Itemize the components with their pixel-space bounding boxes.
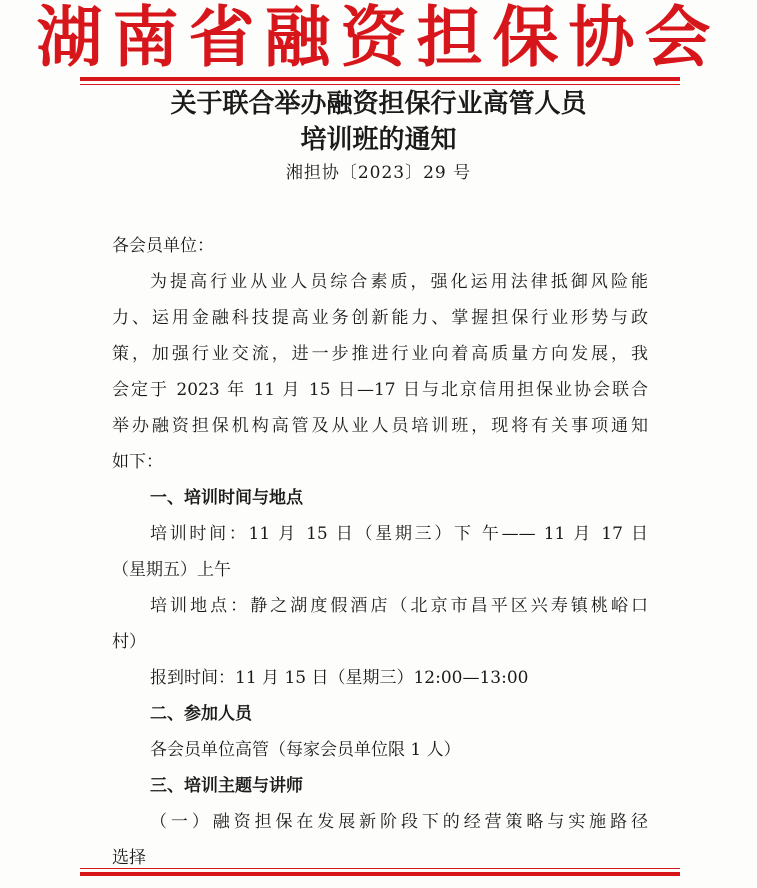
training-time-line1: 培训时间：11 月 15 日（星期三）下 午—— 11 月 17 日 bbox=[150, 524, 648, 544]
masthead-org-name: 湖南省融资担保协会 bbox=[36, 0, 721, 76]
training-time-line2: （星期五）上午 bbox=[112, 560, 231, 580]
footer-rule-thin bbox=[80, 868, 680, 869]
section2-heading: 二、参加人员 bbox=[150, 704, 252, 724]
document-number: 湘担协〔2023〕29 号 bbox=[285, 163, 472, 183]
training-place-line2: 村） bbox=[112, 632, 146, 652]
intro-line: 策，加强行业交流，进一步推进行业向着高质量方向发展，我 bbox=[112, 344, 648, 364]
training-place-line1: 培训地点：静之湖度假酒店（北京市昌平区兴寿镇桃峪口 bbox=[150, 596, 648, 616]
salutation: 各会员单位： bbox=[112, 236, 214, 256]
intro-line: 为提高行业从业人员综合素质，强化运用法律抵御风险能 bbox=[150, 272, 648, 292]
masthead-rule-thick bbox=[80, 77, 680, 81]
checkin-time: 报到时间：11 月 15 日（星期三）12:00—13:00 bbox=[150, 668, 529, 688]
masthead-rule-thin bbox=[80, 84, 680, 85]
topic-item1-line1: （一）融资担保在发展新阶段下的经营策略与实施路径 bbox=[150, 812, 648, 832]
section3-heading: 三、培训主题与讲师 bbox=[150, 776, 303, 796]
topic-item1-line2: 选择 bbox=[112, 848, 146, 868]
notice-title-line1: 关于联合举办融资担保行业高管人员 bbox=[170, 89, 587, 119]
intro-line: 如下： bbox=[112, 452, 163, 472]
notice-title-line2: 培训班的通知 bbox=[300, 125, 457, 155]
intro-line: 力、运用金融科技提高业务创新能力、掌握担保行业形势与政 bbox=[112, 308, 648, 328]
section1-heading: 一、培训时间与地点 bbox=[150, 488, 303, 508]
footer-rule-thick bbox=[80, 872, 680, 876]
participants: 各会员单位高管（每家会员单位限 1 人） bbox=[150, 740, 461, 760]
intro-line: 举办融资担保机构高管及从业人员培训班，现将有关事项通知 bbox=[112, 416, 648, 436]
intro-line: 会定于 2023 年 11 月 15 日—17 日与北京信用担保业协会联合 bbox=[112, 380, 648, 400]
